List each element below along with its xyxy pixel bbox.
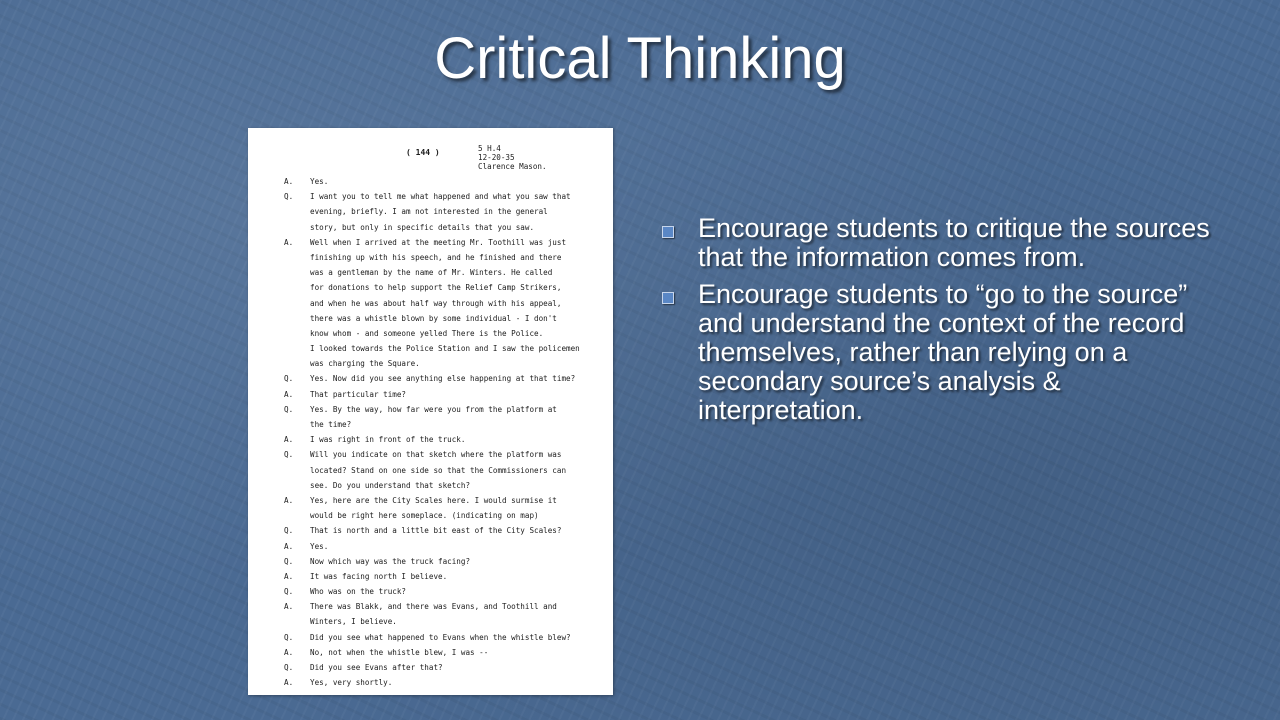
document-speaker: A. (284, 647, 294, 657)
document-page-number: ( 144 ) (406, 148, 440, 157)
document-line (284, 493, 609, 508)
document-line-text: I want you to tell me what happened and what you saw that (310, 192, 571, 202)
scanned-transcript-image (248, 128, 613, 695)
bullet-item (662, 214, 1222, 272)
document-speaker: Q. (284, 526, 294, 536)
document-speaker (284, 265, 310, 280)
document-line (284, 630, 609, 645)
document-line-text: for donations to help support the Relief Camp Strikers, (310, 283, 562, 293)
document-line-text: It was facing north I believe. (310, 571, 448, 581)
document-line-text: That is north and a little bit east of the City Scales? (310, 526, 562, 536)
bullet-item (662, 280, 1222, 425)
document-line-text: would be right here someplace. (indicating on map) (310, 511, 539, 521)
document-line (284, 584, 609, 599)
document-line (284, 675, 609, 690)
document-line (284, 447, 609, 462)
document-line (284, 599, 609, 614)
document-line-text: I was right in front of the truck. (310, 435, 466, 445)
document-speaker (284, 614, 310, 629)
bullet-text: Encourage students to “go to the source” and understand the context of the record themselves, rather than relying on a secondary source’s analysis & interpretation. (698, 279, 1188, 425)
document-speaker (284, 341, 310, 356)
document-speaker: A. (284, 389, 294, 399)
document-line-text: Yes. (310, 177, 329, 186)
document-meta-line: 12-20-35 (478, 153, 515, 162)
document-line (284, 660, 609, 675)
bullet-list (662, 214, 1222, 433)
document-line-text: Yes, here are the City Scales here. I would surmise it (310, 495, 557, 505)
document-speaker: A. (284, 541, 294, 551)
document-line-text: No, not when the whistle blew, I was -- (310, 647, 489, 657)
square-bullet-icon (662, 292, 674, 304)
document-line (284, 387, 609, 402)
document-speaker (284, 508, 310, 523)
document-line-text: Well when I arrived at the meeting Mr. Toothill was just (310, 237, 567, 247)
slide-title: Critical Thinking (434, 26, 846, 91)
document-line-text: evening, briefly. I am not interested in the general (310, 207, 548, 217)
document-speaker (284, 220, 310, 235)
document-line (284, 174, 609, 189)
document-line-text: know whom - and someone yelled There is the Police. (310, 328, 544, 338)
document-line (284, 235, 609, 250)
document-line (284, 523, 609, 538)
document-line-text: Now which way was the truck facing? (310, 556, 471, 566)
document-line-text: and when he was about half way through with his appeal, (310, 298, 562, 308)
document-line (284, 539, 609, 554)
document-line (284, 645, 609, 660)
document-speaker (284, 463, 310, 478)
document-speaker (284, 280, 310, 295)
document-speaker: Q. (284, 450, 294, 460)
document-speaker (284, 204, 310, 219)
document-speaker: A. (284, 237, 294, 247)
document-line-text: That particular time? (310, 389, 407, 399)
document-speaker (284, 478, 310, 493)
document-line-text: the time? (310, 420, 352, 429)
document-line-text: Yes, very shortly. (310, 678, 393, 688)
document-body (284, 174, 609, 690)
document-line-text: Did you see what happened to Evans when the whistle blew? (310, 632, 571, 642)
document-line-text: there was a whistle blown by some individual - I don't (310, 313, 557, 323)
document-line (284, 432, 609, 447)
document-speaker: Q. (284, 632, 294, 642)
document-line-text: Yes. By the way, how far were you from the platform at (310, 404, 557, 414)
document-line (284, 356, 609, 371)
document-line (284, 508, 609, 523)
document-line (284, 371, 609, 386)
document-speaker (284, 356, 310, 371)
document-line (284, 296, 609, 311)
bullet-text: Encourage students to critique the sources that the information comes from. (698, 213, 1210, 272)
document-speaker (284, 311, 310, 326)
document-line (284, 478, 609, 493)
document-speaker: Q. (284, 404, 294, 414)
document-line-text: was a gentleman by the name of Mr. Winters. He called (310, 268, 553, 278)
document-line (284, 311, 609, 326)
document-line-text: Yes. (310, 541, 329, 551)
document-speaker: A. (284, 435, 294, 445)
document-speaker: A. (284, 678, 294, 688)
document-line (284, 341, 609, 356)
document-meta-line: Clarence Mason. (478, 162, 547, 171)
document-line (284, 614, 609, 629)
document-line (284, 417, 609, 432)
document-line (284, 204, 609, 219)
document-line-text: Yes. Now did you see anything else happening at that time? (310, 374, 576, 384)
document-meta (478, 144, 547, 171)
document-line-text: located? Stand on one side so that the Commissioners can (310, 465, 567, 475)
document-speaker (284, 250, 310, 265)
document-line (284, 265, 609, 280)
document-line-text: see. Do you understand that sketch? (310, 480, 471, 490)
document-speaker: Q. (284, 556, 294, 566)
document-line (284, 189, 609, 204)
document-meta-line: 5 H.4 (478, 144, 501, 153)
document-line-text: There was Blakk, and there was Evans, and Toothill and (310, 602, 557, 612)
document-speaker (284, 417, 310, 432)
document-line (284, 569, 609, 584)
document-line (284, 402, 609, 417)
document-line (284, 280, 609, 295)
document-line-text: Did you see Evans after that? (310, 663, 443, 672)
document-line (284, 250, 609, 265)
document-line (284, 326, 609, 341)
document-line (284, 220, 609, 235)
document-line-text: finishing up with his speech, and he finished and there (310, 252, 562, 262)
document-speaker (284, 326, 310, 341)
document-line-text: Will you indicate on that sketch where the platform was (310, 450, 562, 460)
document-line-text: was charging the Square. (310, 359, 420, 369)
document-line (284, 463, 609, 478)
document-speaker: A. (284, 177, 294, 186)
document-speaker: A. (284, 571, 294, 581)
document-line-text: I looked towards the Police Station and I saw the policemen (310, 344, 580, 354)
document-line-text: story, but only in specific details that you saw. (310, 222, 535, 232)
document-speaker: Q. (284, 587, 294, 597)
document-speaker (284, 296, 310, 311)
document-speaker: Q. (284, 374, 294, 384)
document-speaker: Q. (284, 192, 294, 202)
document-speaker: Q. (284, 663, 294, 672)
document-line-text: Who was on the truck? (310, 587, 407, 597)
square-bullet-icon (662, 226, 674, 238)
document-speaker: A. (284, 602, 294, 612)
document-line-text: Winters, I believe. (310, 617, 397, 627)
document-speaker: A. (284, 495, 294, 505)
document-line (284, 554, 609, 569)
